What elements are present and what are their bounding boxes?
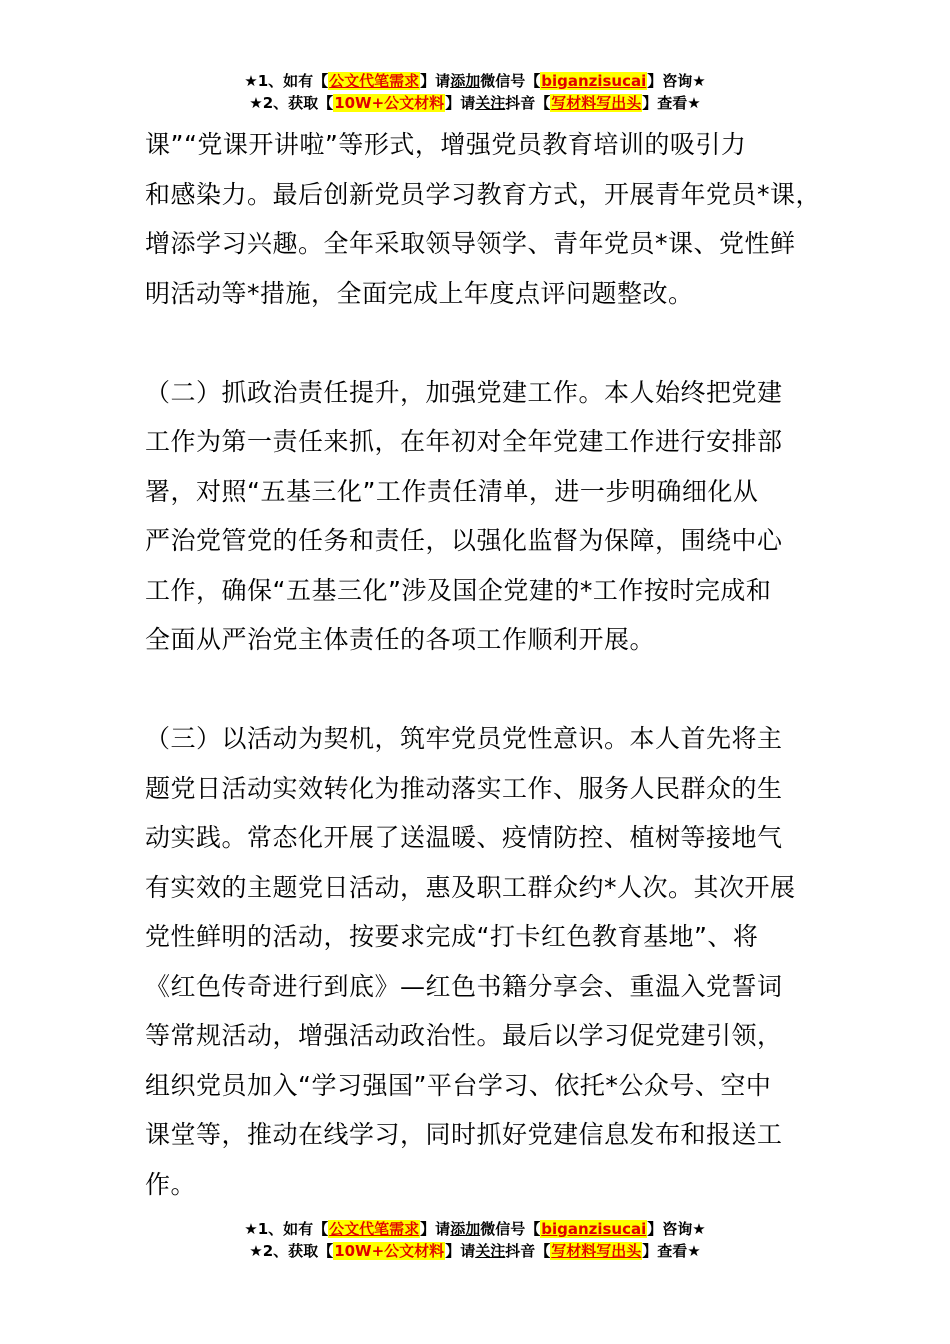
text-line: 课堂等，推动在线学习，同时抓好党建信息发布和报送工 bbox=[145, 1120, 783, 1149]
text-line: （三）以活动为契机，筑牢党员党性意识。本人首先将主 bbox=[145, 724, 783, 753]
banner-line-2 bbox=[0, 1240, 950, 1262]
paragraph-gap bbox=[145, 665, 815, 715]
banner-highlight-service: 公文代笔需求 bbox=[329, 72, 420, 90]
text-line: 动实践。常态化开展了送温暖、疫情防控、植树等接地气 bbox=[145, 823, 783, 852]
text-line: 和感染力。最后创新党员学习教育方式，开展青年党员*课， bbox=[145, 179, 822, 209]
banner-text: 微信号【 bbox=[480, 1220, 541, 1238]
text-line: 作。 bbox=[145, 1169, 197, 1199]
text-line: 工作，确保“五基三化”涉及国企党建的*工作按时完成和 bbox=[145, 575, 772, 605]
text-line: 《红色传奇进行到底》—红色书籍分享会、重温入党誓词 bbox=[145, 971, 783, 1001]
paragraph-3 bbox=[145, 714, 815, 1209]
banner-line-1 bbox=[0, 70, 950, 92]
banner-text: 】查看★ bbox=[642, 1242, 701, 1260]
banner-highlight-wechat-id: biganzisucai bbox=[541, 72, 647, 90]
document-body bbox=[145, 120, 822, 1209]
text-line: （二）抓政治责任提升，加强党建工作。本人始终把党建 bbox=[145, 377, 783, 407]
banner-underlined-text: 关注 bbox=[475, 1242, 506, 1260]
text-line: 明活动等*措施，全面完成上年度点评问题整改。 bbox=[145, 278, 694, 308]
banner-underlined-text: 关注 bbox=[475, 94, 506, 112]
banner-line-1 bbox=[0, 1218, 950, 1240]
banner-text: 】咨询★ bbox=[647, 72, 706, 90]
banner-text: 】请 bbox=[420, 72, 451, 90]
text-line: 工作为第一责任来抓，在年初对全年党建工作进行安排部 bbox=[145, 427, 783, 456]
banner-text: 】查看★ bbox=[642, 94, 701, 112]
text-line: 题党日活动实效转化为推动落实工作、服务人民群众的生 bbox=[145, 773, 783, 803]
banner-highlight-materials: 10W+公文材料 bbox=[334, 1242, 445, 1260]
banner-text: 】请 bbox=[445, 94, 476, 112]
banner-text: ★1、如有【 bbox=[244, 72, 329, 90]
banner-highlight-wechat-id: biganzisucai bbox=[541, 1220, 647, 1238]
text-line: 有实效的主题党日活动，惠及职工群众约*人次。其次开展 bbox=[145, 872, 796, 902]
bottom-banner bbox=[0, 1218, 950, 1262]
banner-text: 抖音【 bbox=[505, 1242, 551, 1260]
text-line: 课”“党课开讲啦”等形式，增强党员教育培训的吸引力 bbox=[145, 130, 747, 159]
banner-text: ★1、如有【 bbox=[244, 1220, 329, 1238]
paragraph-2 bbox=[145, 368, 815, 665]
banner-underlined-text: 添加 bbox=[450, 72, 481, 90]
banner-highlight-service: 公文代笔需求 bbox=[329, 1220, 420, 1238]
banner-text: 】请 bbox=[420, 1220, 451, 1238]
text-line: 党性鲜明的活动，按要求完成“打卡红色教育基地”、将 bbox=[145, 922, 759, 951]
banner-highlight-douyin: 写材料写出头 bbox=[551, 1242, 642, 1260]
text-line: 署，对照“五基三化”工作责任清单，进一步明确细化从 bbox=[145, 476, 759, 506]
banner-text: 微信号【 bbox=[480, 72, 541, 90]
banner-text: 】请 bbox=[445, 1242, 476, 1260]
text-line: 全面从严治党主体责任的各项工作顺利开展。 bbox=[145, 625, 656, 654]
top-banner bbox=[0, 70, 950, 114]
text-line: 组织党员加入“学习强国”平台学习、依托*公众号、空中 bbox=[145, 1070, 772, 1100]
banner-text: 】咨询★ bbox=[647, 1220, 706, 1238]
banner-underlined-text: 添加 bbox=[450, 1220, 481, 1238]
banner-text: ★2、获取【 bbox=[249, 94, 334, 112]
banner-highlight-douyin: 写材料写出头 bbox=[551, 94, 642, 112]
paragraph-gap bbox=[145, 318, 815, 368]
paragraph-1 bbox=[145, 120, 822, 318]
banner-line-2 bbox=[0, 92, 950, 114]
banner-text: ★2、获取【 bbox=[249, 1242, 334, 1260]
text-line: 严治党管党的任务和责任，以强化监督为保障，围绕中心 bbox=[145, 526, 783, 555]
banner-highlight-materials: 10W+公文材料 bbox=[334, 94, 445, 112]
banner-text: 抖音【 bbox=[505, 94, 551, 112]
text-line: 等常规活动，增强活动政治性。最后以学习促党建引领， bbox=[145, 1021, 783, 1050]
text-line: 增添学习兴趣。全年采取领导领学、青年党员*课、党性鲜 bbox=[145, 229, 796, 258]
